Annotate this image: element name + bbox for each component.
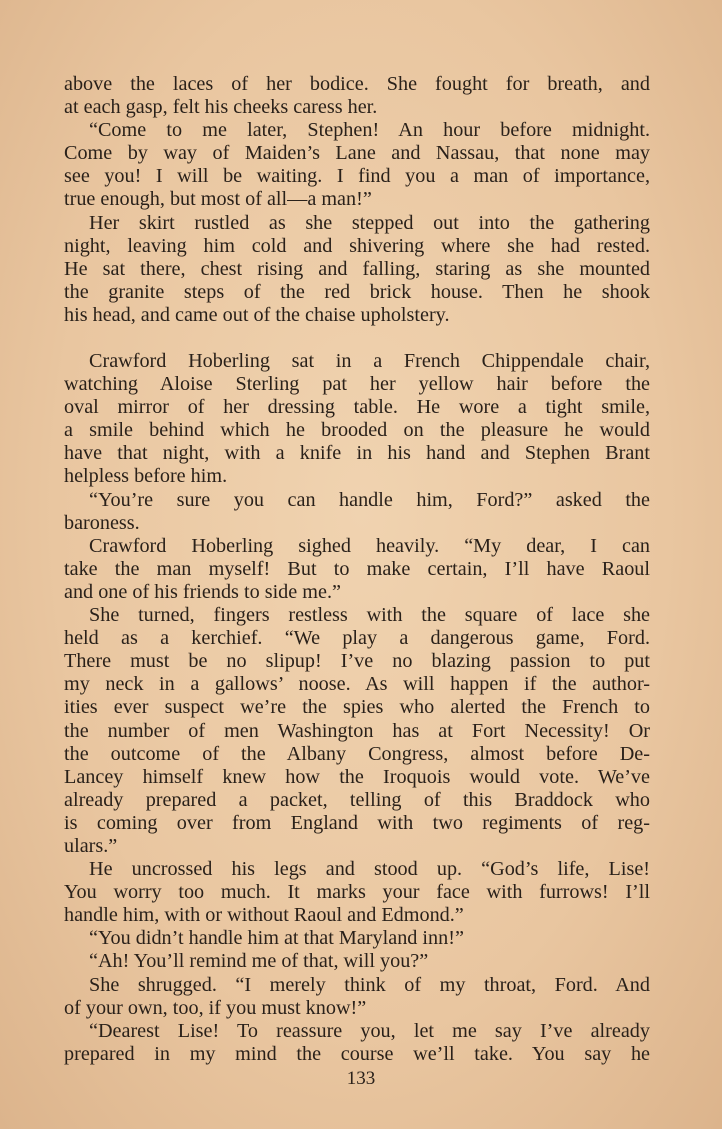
- text-line: of your own, too, if you must know!”: [64, 996, 367, 1019]
- text-line: my neck in a gallows’ noose. As will happen if the author-: [64, 673, 650, 696]
- text-line: “Come to me later, Stephen! An hour before midnight.: [89, 119, 650, 142]
- text-line: baroness.: [64, 511, 140, 534]
- text-line: held as a kerchief. “We play a dangerous game, Ford.: [64, 627, 650, 650]
- text-line: You worry too much. It marks your face with furrows! I’ll: [64, 881, 650, 904]
- text-line: Her skirt rustled as she stepped out into the gathering: [89, 211, 650, 234]
- text-line: ities ever suspect we’re the spies who alerted the French to: [64, 696, 650, 719]
- text-line: Crawford Hoberling sat in a French Chippendale chair,: [89, 350, 650, 372]
- text-line: She turned, fingers restless with the square of lace she: [89, 604, 650, 627]
- text-line: “You’re sure you can handle him, Ford?” asked the: [89, 488, 650, 511]
- text-line: see you! I will be waiting. I find you a man of importance,: [64, 165, 650, 188]
- text-line: have that night, with a knife in his hand and Stephen Brant: [64, 442, 650, 465]
- text-line: He sat there, chest rising and falling, staring as she mounted: [64, 257, 650, 280]
- text-line: “Dearest Lise! To reassure you, let me say I’ve already: [89, 1019, 650, 1042]
- text-line: the granite steps of the red brick house. Then he shook: [64, 280, 650, 303]
- text-line: already prepared a packet, telling of this Braddock who: [64, 788, 650, 811]
- text-line: ulars.”: [64, 834, 118, 857]
- page-number: 133: [346, 1068, 376, 1089]
- text-line: He uncrossed his legs and stood up. “God’s life, Lise!: [89, 858, 650, 881]
- text-line: above the laces of her bodice. She fought for breath, and: [64, 73, 650, 95]
- text-line: handle him, with or without Raoul and Edmond.”: [64, 904, 464, 927]
- text-line: Lancey himself knew how the Iroquois would vote. We’ve: [64, 765, 650, 788]
- text-line: at each gasp, felt his cheeks caress her.: [64, 96, 378, 119]
- text-line: the number of men Washington has at Fort Necessity! Or: [64, 719, 650, 742]
- text-block-scene-two: [64, 350, 650, 1066]
- text-line: Crawford Hoberling sighed heavily. “My dear, I can: [89, 534, 650, 557]
- text-line: “You didn’t handle him at that Maryland inn!”: [89, 927, 464, 950]
- text-line: the outcome of the Albany Congress, almost before De-: [64, 742, 650, 765]
- text-line: There must be no slipup! I’ve no blazing passion to put: [64, 650, 650, 673]
- text-line: She shrugged. “I merely think of my throat, Ford. And: [89, 973, 650, 996]
- text-line: watching Aloise Sterling pat her yellow hair before the: [64, 373, 650, 396]
- text-line: prepared in my mind the course we’ll take. You say he: [64, 1042, 650, 1065]
- text-line: is coming over from England with two regiments of reg-: [64, 811, 650, 834]
- text-line: take the man myself! But to make certain, I’ll have Raoul: [64, 557, 650, 580]
- text-line: night, leaving him cold and shivering where she had rested.: [64, 234, 650, 257]
- text-line: Come by way of Maiden’s Lane and Nassau, that none may: [64, 142, 650, 165]
- text-line: true enough, but most of all—a man!”: [64, 188, 372, 211]
- text-line: helpless before him.: [64, 465, 228, 488]
- text-line: oval mirror of her dressing table. He wore a tight smile,: [64, 396, 650, 419]
- text-line: his head, and came out of the chaise upholstery.: [64, 303, 450, 326]
- text-line: and one of his friends to side me.”: [64, 580, 341, 603]
- text-line: a smile behind which he brooded on the pleasure he would: [64, 419, 650, 442]
- text-block-scene-one: [64, 73, 650, 327]
- text-line: “Ah! You’ll remind me of that, will you?”: [89, 950, 429, 973]
